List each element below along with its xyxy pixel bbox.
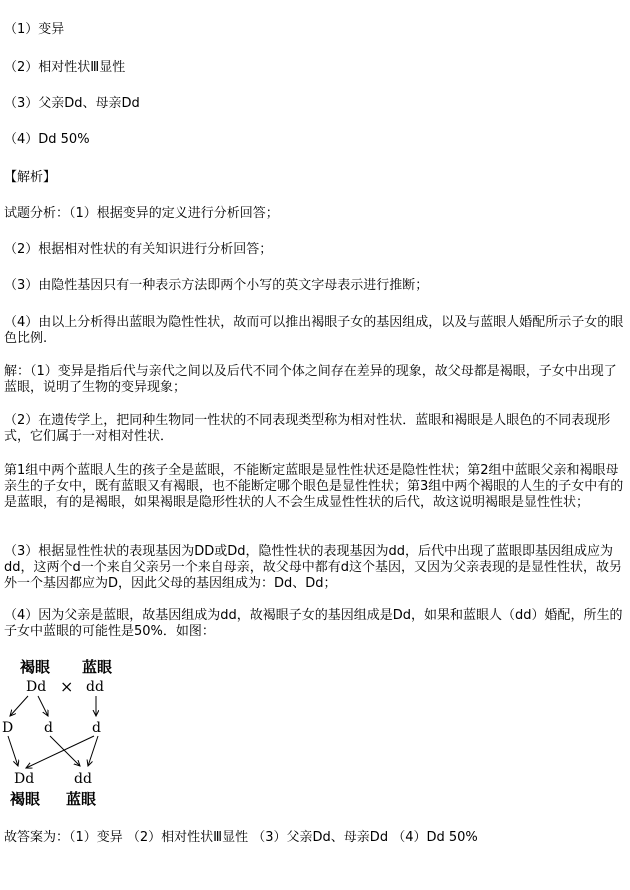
parent1-label: 褐眼 xyxy=(20,658,51,676)
child2-genotype: dd xyxy=(74,771,92,787)
answer-2: （2）相对性状Ⅲ显性 xyxy=(4,60,126,75)
parent2-label: 蓝眼 xyxy=(82,658,113,676)
final-answer: 故答案为：（1）变异 （2）相对性状Ⅲ显性 （3）父亲Dd、母亲Dd （4）Dd 50% xyxy=(4,830,478,845)
child2-label: 蓝眼 xyxy=(66,790,97,808)
analysis-1: 试题分析：（1）根据变异的定义进行分析回答； xyxy=(4,206,279,221)
jiexi-heading: 【解析】 xyxy=(4,170,57,185)
answer-4: （4）Dd 50% xyxy=(4,132,90,147)
arrow-g3-child1 xyxy=(26,736,94,768)
gamete-1: D xyxy=(2,720,14,736)
gamete-3: d xyxy=(92,720,101,736)
arrow-p1-gamete1 xyxy=(10,696,28,716)
solution-1: 解：（1）变异是指后代与亲代之间以及后代不同个体之间存在差异的现象，故父母都是褐眼，子女中出现了蓝眼，说明了生物的变异现象； xyxy=(4,364,617,395)
solution-4: （3）根据显性性状的表现基因为DD或Dd，隐性性状的表现基因为dd，后代中出现了蓝眼即基因组成应为dd，这两个d一个来自父亲另一个来自母亲，故父母中都有d这个基因，又因为父亲表现的是显性性状，故另外一个基因都应为D，因此父母的基因组成为：Dd、Dd； xyxy=(4,544,623,591)
parent1-genotype: Dd xyxy=(26,679,47,695)
answer-3: （3）父亲Dd、母亲Dd xyxy=(4,96,140,111)
child1-genotype: Dd xyxy=(14,771,35,787)
gamete-2: d xyxy=(44,720,53,736)
analysis-4: （4）由以上分析得出蓝眼为隐性性状，故而可以推出褐眼子女的基因组成，以及与蓝眼人婚配所示子女的眼色比例. xyxy=(4,315,624,346)
arrow-g1-child1 xyxy=(8,736,18,766)
arrow-g2-child2 xyxy=(50,736,80,766)
parent2-genotype: dd xyxy=(86,679,104,695)
solution-5: （4）因为父亲是蓝眼，故基因组成为dd，故褐眼子女的基因组成是Dd，如果和蓝眼人（dd）婚配，所生的子女中蓝眼的可能性是50%．如图： xyxy=(4,608,623,639)
analysis-3: （3）由隐性基因只有一种表示方法即两个小写的英文字母表示进行推断； xyxy=(4,278,429,293)
arrow-g3-child2 xyxy=(88,736,98,766)
analysis-2: （2）根据相对性状的有关知识进行分析回答； xyxy=(4,242,273,257)
arrow-p1-gamete2 xyxy=(38,696,48,716)
cross-symbol: × xyxy=(60,677,74,696)
child1-label: 褐眼 xyxy=(10,790,41,808)
solution-2: （2）在遗传学上，把同种生物同一性状的不同表现类型称为相对性状．蓝眼和褐眼是人眼色的不同表现形式，它们属于一对相对性状． xyxy=(4,413,611,444)
answer-1: （1）变异 xyxy=(4,22,65,37)
solution-3: 第1组中两个蓝眼人生的孩子全是蓝眼，不能断定蓝眼是显性性状还是隐性性状；第2组中蓝眼父亲和褐眼母亲生的子女中，既有蓝眼又有褐眼，也不能断定哪个眼色是显性性状；第3组中两个褐眼的人生的子女中有的是蓝眼，有的是褐眼，如果褐眼是隐形性状的人不会生成显性性状的后代，故这说明褐眼是显性性状； xyxy=(4,463,624,510)
inheritance-diagram xyxy=(0,652,140,812)
